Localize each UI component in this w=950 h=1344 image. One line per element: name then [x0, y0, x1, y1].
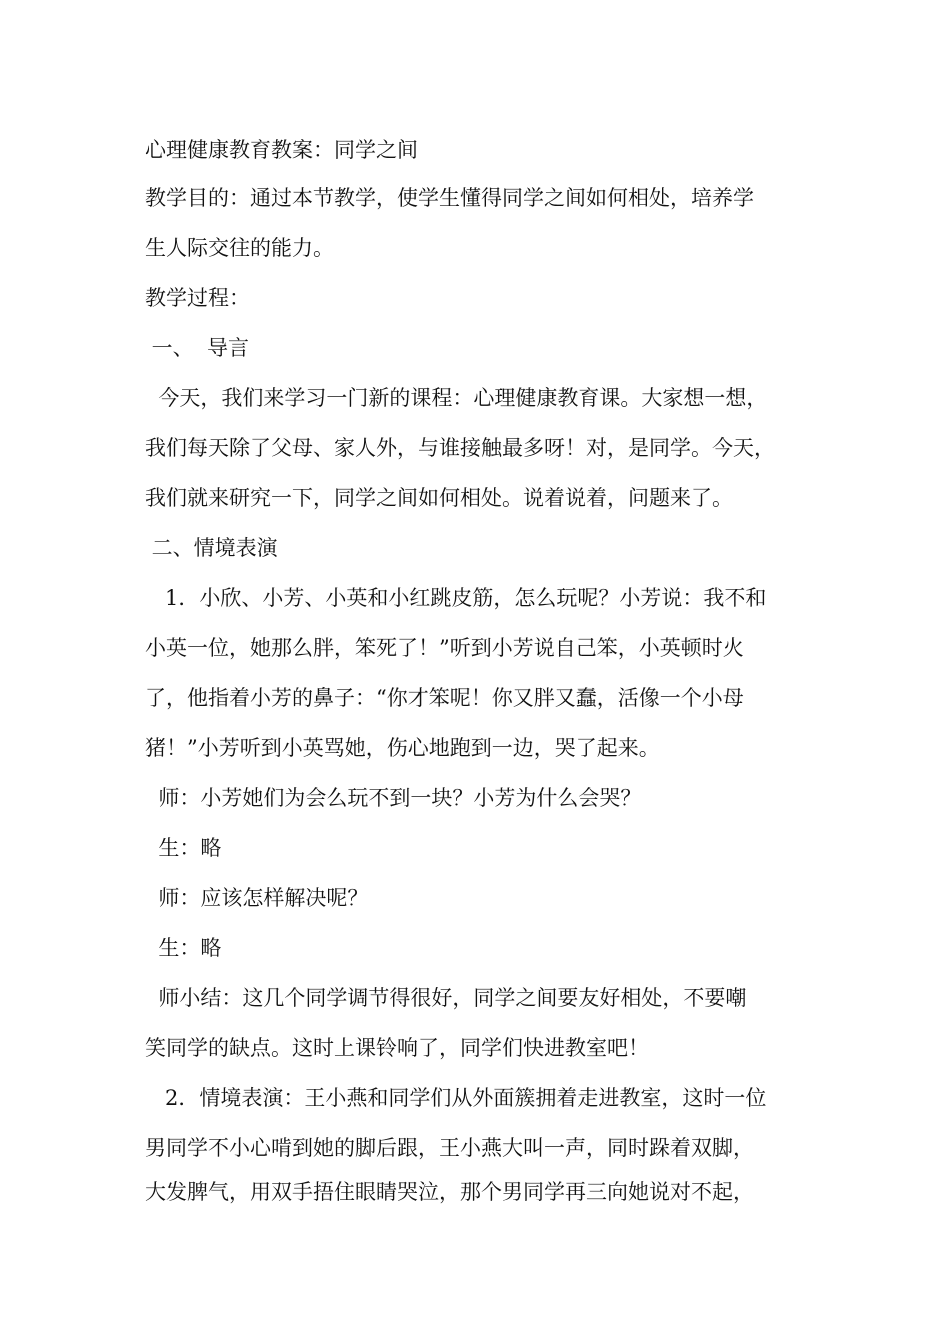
paragraph-line: 大发脾气，用双手捂住眼睛哭泣，那个男同学再三向她说对不起， — [145, 1180, 754, 1204]
paragraph-line: 教学目的：通过本节教学，使学生懂得同学之间如何相处，培养学 — [145, 186, 754, 210]
paragraph-line: 我们每天除了父母、家人外，与谁接触最多呀！对，是同学。今天， — [145, 436, 775, 460]
paragraph-line: 小英一位，她那么胖，笨死了！”听到小芳说自己笨，小英顿时火 — [145, 636, 744, 660]
paragraph-line: 男同学不小心啃到她的脚后跟，王小燕大叫一声，同时跺着双脚， — [145, 1136, 754, 1160]
paragraph-line: 2．情境表演：王小燕和同学们从外面簇拥着走进教室，这时一位 — [145, 1086, 767, 1110]
paragraph-line: 了，他指着小芳的鼻子：“你才笨呢！你又胖又蠢，活像一个小母 — [145, 686, 744, 710]
paragraph-line: 我们就来研究一下，同学之间如何相处。说着说着，问题来了。 — [145, 486, 733, 510]
dialogue-line: 生：略 — [145, 936, 222, 960]
document-body — [145, 128, 835, 1211]
paragraph-line: 笑同学的缺点。这时上课铃响了，同学们快进教室吧！ — [145, 1036, 649, 1060]
section-heading: 教学过程： — [145, 286, 250, 310]
paragraph-line: 今天，我们来学习一门新的课程：心理健康教育课。大家想一想， — [145, 386, 768, 410]
dialogue-line: 师：小芳她们为会么玩不到一块？小芳为什么会哭？ — [145, 786, 642, 810]
paragraph-line: 猪！”小芳听到小英骂她，伤心地跑到一边，哭了起来。 — [145, 736, 660, 760]
section-heading: 一、 导言 — [145, 336, 250, 360]
paragraph-line: 师小结：这几个同学调节得很好，同学之间要友好相处，不要嘲 — [145, 986, 747, 1010]
section-heading: 二、情境表演 — [145, 536, 278, 560]
dialogue-line: 生：略 — [145, 836, 222, 860]
paragraph-line: 1．小欣、小芳、小英和小红跳皮筋，怎么玩呢？小芳说：我不和 — [145, 586, 767, 610]
dialogue-line: 师：应该怎样解决呢？ — [145, 886, 369, 910]
paragraph-line: 生人际交往的能力。 — [145, 236, 334, 260]
document-title: 心理健康教育教案：同学之间 — [145, 138, 418, 162]
